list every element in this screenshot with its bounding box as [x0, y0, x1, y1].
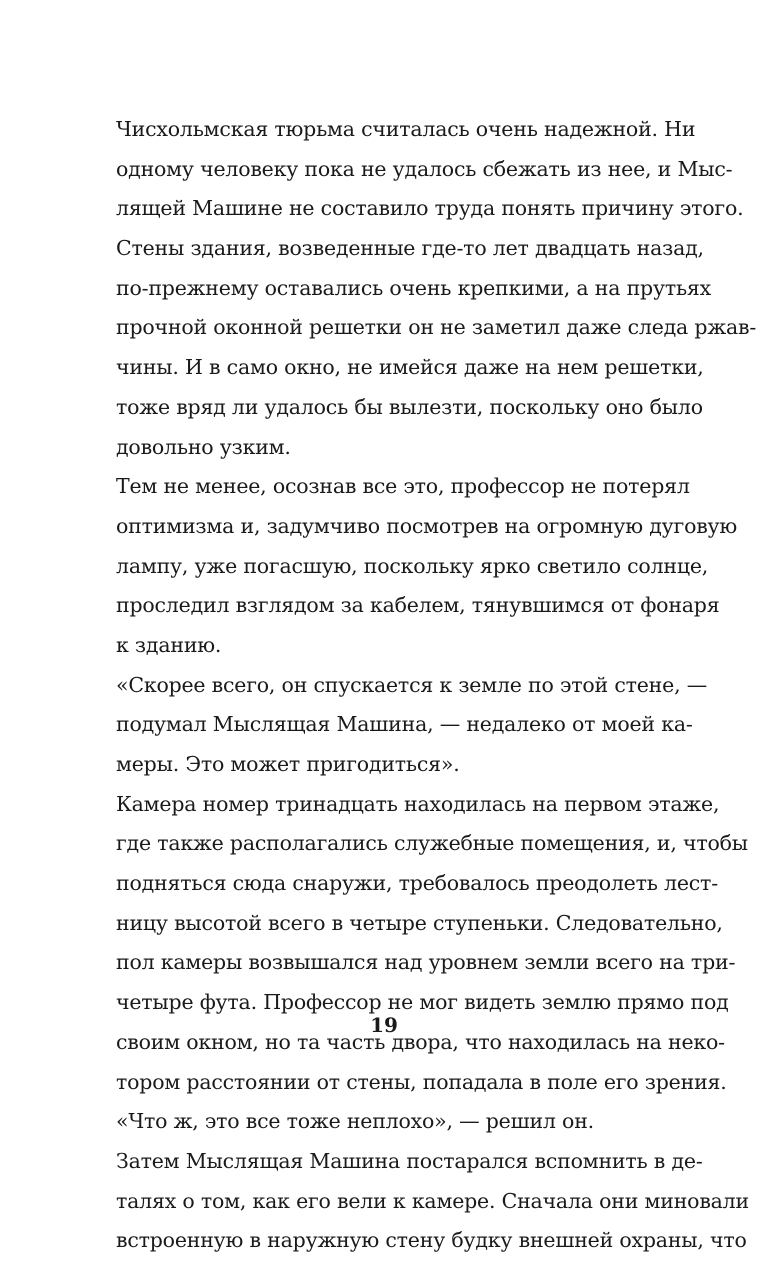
text-line: подняться сюда снаружи, требовалось преодолеть лест- [116, 871, 718, 896]
text-line: ницу высотой всего в четыре ступеньки. Следовательно, [116, 910, 723, 935]
text-line: пол камеры возвышался над уровнем земли всего на три- [116, 950, 736, 975]
page-body [116, 110, 757, 1261]
text-line: своим окном, но та часть двора, что находилась на неко- [116, 1029, 725, 1054]
text-line: оптимизма и, задумчиво посмотрев на огромную дуговую [116, 513, 738, 538]
text-line: «Скорее всего, он спускается к земле по этой стене, — [116, 672, 708, 697]
text-line: лампу, уже погасшую, поскольку ярко светило солнце, [116, 553, 709, 578]
text-line: четыре фута. Профессор не мог видеть землю прямо под [116, 990, 729, 1015]
text-line: лящей Машине не составило труда понять причину этого. [116, 196, 744, 221]
text-line: тоже вряд ли удалось бы вылезти, поскольку оно было [116, 394, 703, 419]
paragraph [116, 1142, 749, 1261]
text-line: проследил взглядом за кабелем, тянувшимся от фонаря [116, 593, 720, 618]
text-line: к зданию. [116, 632, 222, 657]
text-line: талях о том, как его вели к камере. Сначала они миновали [116, 1188, 749, 1213]
text-line: подумал Мыслящая Машина, — недалеко от моей ка- [116, 712, 693, 737]
text-line: прочной оконной решетки он не заметил даже следа ржав- [116, 315, 757, 340]
text-line: чины. И в само окно, не имейся даже на нем решетки, [116, 355, 704, 380]
paragraph [116, 666, 708, 785]
text-line: Камера номер тринадцать находилась на первом этаже, [116, 791, 720, 816]
text-line: по-прежнему оставались очень крепкими, а на прутьях [116, 275, 712, 300]
paragraph [116, 1102, 652, 1142]
text-line: встроенную в наружную стену будку внешней охраны, что [116, 1228, 747, 1253]
text-line: Чисхольмская тюрьма считалась очень надежной. Ни [116, 117, 696, 141]
page-number: 19 [370, 1013, 398, 1037]
paragraph [116, 785, 748, 1103]
text-line: Стены здания, возведенные где-то лет двадцать назад, [116, 236, 704, 261]
text-line: одному человеку пока не удалось сбежать из нее, и Мыс- [116, 156, 733, 181]
text-line: Затем Мыслящая Машина постарался вспомнить в де- [116, 1148, 703, 1173]
text-line: Тем не менее, осознав все это, профессор не потерял [116, 474, 690, 499]
text-line: где также располагались служебные помещения, и, чтобы [116, 831, 748, 856]
text-line: тором расстоянии от стены, попадала в поле его зрения. [116, 1069, 727, 1094]
text-line: довольно узким. [116, 434, 291, 459]
paragraph [116, 467, 738, 665]
text-line: «Что ж, это все тоже неплохо», — решил он. [116, 1109, 594, 1134]
text-line: меры. Это может пригодиться». [116, 752, 460, 776]
paragraph [116, 110, 757, 467]
